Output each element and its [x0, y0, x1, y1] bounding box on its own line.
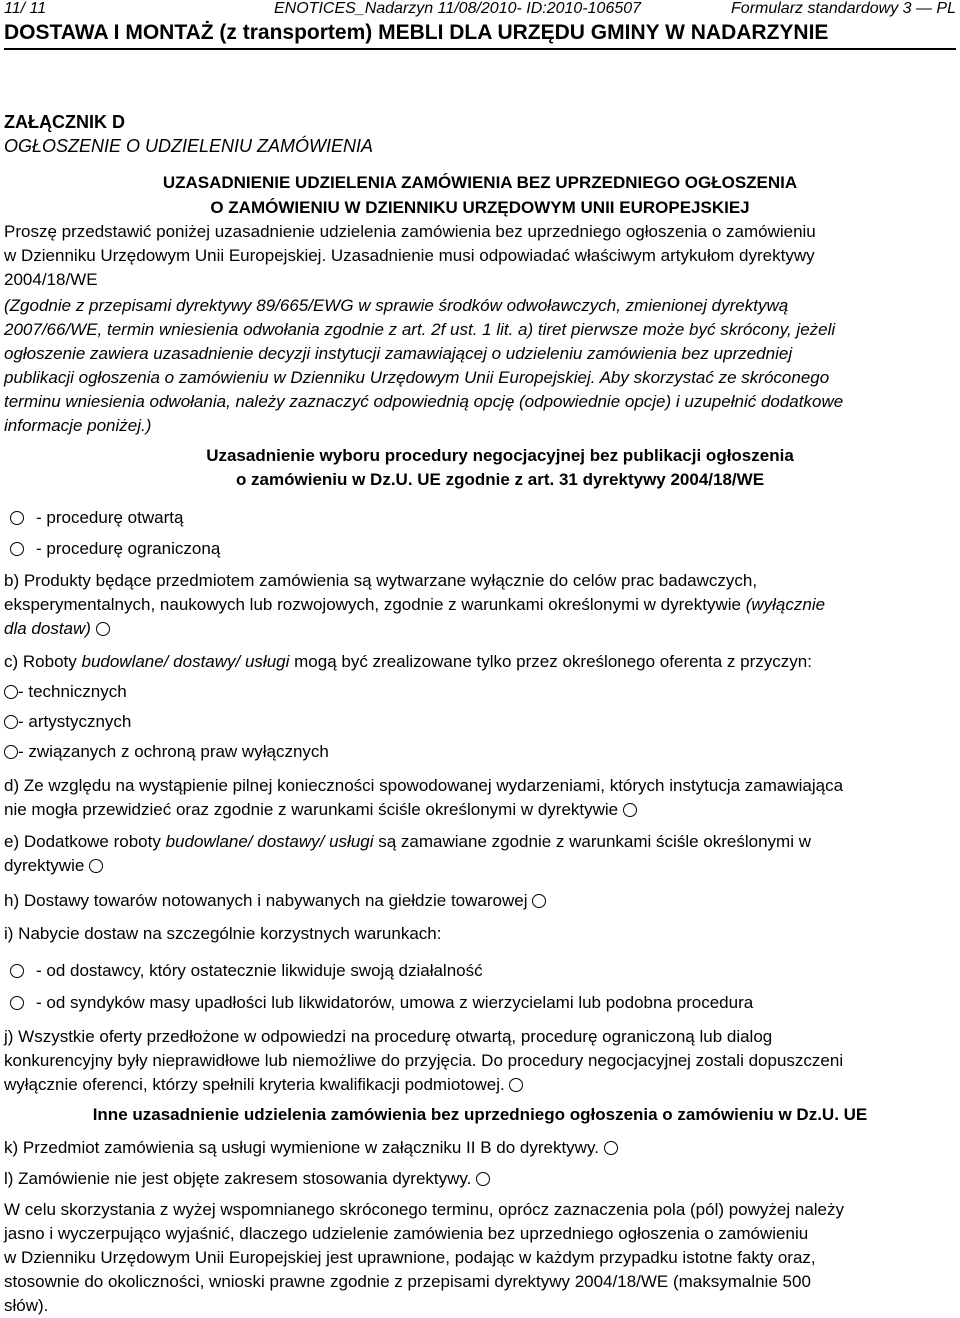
radio-icon[interactable]: [10, 511, 24, 525]
option-restricted-procedure[interactable]: [10, 537, 220, 561]
intro-line: Proszę przedstawić poniżej uzasadnienie udzielenia zamówienia bez uprzedniego ogłoszenia o zamówieniu: [4, 222, 816, 241]
option-label: - procedurę otwartą: [36, 508, 184, 527]
annex-subtitle: OGŁOSZENIE O UDZIELENIU ZAMÓWIENIA: [4, 136, 374, 156]
option-label: - technicznych: [18, 682, 127, 701]
note-line: informacje poniżej.): [4, 416, 152, 435]
section-heading-line2: O ZAMÓWIENIU W DZIENNIKU URZĘDOWYM UNII EUROPEJSKIEJ: [210, 198, 750, 217]
intro-paragraph: [4, 220, 954, 292]
item-i-text: i) Nabycie dostaw na szczególnie korzystnych warunkach:: [4, 924, 442, 943]
annex-label: ZAŁĄCZNIK D: [4, 112, 125, 132]
section-heading: [0, 170, 960, 220]
item-j-line: wyłącznie oferenci, którzy spełnili kryteria kwalifikacji podmiotowej.: [4, 1075, 505, 1094]
option-label: - związanych z ochroną praw wyłącznych: [18, 742, 329, 761]
item-b-line: b) Produkty będące przedmiotem zamówienia są wytwarzane wyłącznie do celów prac badawczych,: [4, 571, 758, 590]
item-j-line: j) Wszystkie oferty przedłożone w odpowiedzi na procedurę otwartą, procedurę ograniczoną lub dialog: [4, 1027, 773, 1046]
note-line: 2007/66/WE, termin wniesienia odwołania zgodnie z art. 2f ust. 1 lit. a) tiret pierwsze może być skrócony, jeżeli: [4, 320, 836, 339]
radio-icon[interactable]: [10, 964, 24, 978]
radio-icon[interactable]: [532, 894, 546, 908]
intro-line: 2004/18/WE: [4, 270, 98, 289]
closing-line: stosownie do okoliczności, wnioski prawne zgodnie z przepisami dyrektywy 2004/18/WE (maksymalnie 500: [4, 1272, 811, 1291]
note-line: (Zgodnie z przepisami dyrektywy 89/665/EWG w sprawie środków odwoławczych, zmienionej dyrektywą: [4, 296, 789, 315]
closing-line: w Dzienniku Urzędowym Unii Europejskiej jest uprawnione, podając w każdym przypadku istotne fakty oraz,: [4, 1248, 816, 1267]
radio-icon[interactable]: [4, 745, 18, 759]
form-type: Formularz standardowy 3 — PL: [731, 0, 956, 17]
item-e-text: są zamawiane zgodnie z warunkami ściśle określonymi w: [373, 832, 811, 851]
option-artistic[interactable]: [4, 710, 954, 734]
negotiated-heading: [150, 444, 850, 492]
radio-icon[interactable]: [4, 685, 18, 699]
item-c: [4, 650, 954, 674]
option-exclusive-rights[interactable]: [4, 740, 954, 764]
item-b-italic: dla dostaw): [4, 619, 91, 638]
radio-icon[interactable]: [10, 996, 24, 1010]
annex-block: [4, 110, 373, 158]
option-bankruptcy-receivers[interactable]: [10, 991, 753, 1015]
option-technical[interactable]: [4, 680, 954, 704]
item-e-italic: budowlane/ dostawy/ usługi: [165, 832, 374, 851]
closing-line: W celu skorzystania z wyżej wspomnianego skróconego terminu, oprócz zaznaczenia pola (pól) powyżej należy: [4, 1200, 845, 1219]
radio-icon[interactable]: [509, 1078, 523, 1092]
radio-icon[interactable]: [89, 859, 103, 873]
item-b-line: eksperymentalnych, naukowych lub rozwojowych, zgodnie z warunkami określonymi w dyrektywie: [4, 595, 746, 614]
item-d: [4, 774, 954, 822]
radio-icon[interactable]: [10, 542, 24, 556]
item-j: [4, 1025, 954, 1097]
negotiated-heading-line1: Uzasadnienie wyboru procedury negocjacyjnej bez publikacji ogłoszenia: [206, 446, 794, 465]
item-h: [4, 889, 954, 913]
item-b: [4, 569, 954, 641]
item-l: [4, 1167, 954, 1191]
note-line: ogłoszenie zawiera uzasadnienie decyzji instytucji zamawiającej o udzieleniu zamówienia bez uprzedniej: [4, 344, 793, 363]
radio-icon[interactable]: [623, 803, 637, 817]
item-h-text: h) Dostawy towarów notowanych i nabywanych na giełdzie towarowej: [4, 891, 528, 910]
item-k: [4, 1136, 954, 1160]
item-c-italic: budowlane/ dostawy/ usługi: [81, 652, 290, 671]
closing-paragraph: [4, 1198, 954, 1318]
option-open-procedure[interactable]: [10, 506, 183, 530]
document-title: DOSTAWA I MONTAŻ (z transportem) MEBLI DLA URZĘDU GMINY W NADARZYNIE: [4, 20, 956, 50]
page-header: [4, 0, 956, 18]
radio-icon[interactable]: [604, 1141, 618, 1155]
legal-note: [4, 294, 954, 438]
option-liquidating-supplier[interactable]: [10, 959, 483, 983]
radio-icon[interactable]: [96, 622, 110, 636]
item-c-text: mogą być zrealizowane tylko przez określonego oferenta z przyczyn:: [289, 652, 812, 671]
item-d-line: nie mogła przewidzieć oraz zgodnie z warunkami ściśle określonymi w dyrektywie: [4, 800, 619, 819]
intro-line: w Dzienniku Urzędowym Unii Europejskiej. Uzasadnienie musi odpowiadać właściwym artykułom dyrektywy: [4, 246, 815, 265]
item-e-text: dyrektywie: [4, 856, 85, 875]
item-k-text: k) Przedmiot zamówienia są usługi wymienione w załączniku II B do dyrektywy.: [4, 1138, 599, 1157]
radio-icon[interactable]: [4, 715, 18, 729]
option-label: - artystycznych: [18, 712, 132, 731]
page-number: 11/ 11: [4, 0, 47, 17]
item-b-italic: (wyłącznie: [745, 595, 826, 614]
section-heading-line1: UZASADNIENIE UDZIELENIA ZAMÓWIENIA BEZ UPRZEDNIEGO OGŁOSZENIA: [162, 173, 798, 192]
other-justification-heading: Inne uzasadnienie udzielenia zamówienia bez uprzedniego ogłoszenia o zamówieniu w Dz.U. UE: [92, 1105, 868, 1124]
item-i: [4, 922, 954, 946]
item-l-text: l) Zamówienie nie jest objęte zakresem stosowania dyrektywy.: [4, 1169, 472, 1188]
item-d-line: d) Ze względu na wystąpienie pilnej konieczności spowodowanej wydarzeniami, których instytucja zamawiająca: [4, 776, 844, 795]
note-line: terminu wniesienia odwołania, należy zaznaczyć odpowiednią opcję (odpowiednie opcje) i uzupełnić dodatkowe: [4, 392, 844, 411]
item-c-text: c) Roboty: [4, 652, 82, 671]
notice-id: ENOTICES_Nadarzyn 11/08/2010- ID:2010-106507: [274, 0, 642, 17]
option-label: - od syndyków masy upadłości lub likwidatorów, umowa z wierzycielami lub podobna procedura: [36, 993, 754, 1012]
item-j-line: konkurencyjny były nieprawidłowe lub niemożliwe do przyjęcia. Do procedury negocjacyjnej zostali dopuszczeni: [4, 1051, 844, 1070]
item-e: [4, 830, 954, 878]
note-line: publikacji ogłoszenia o zamówieniu w Dzienniku Urzędowym Unii Europejskiej. Aby skorzystać ze skróconego: [4, 368, 830, 387]
closing-line: słów).: [4, 1296, 49, 1315]
closing-line: jasno i wyczerpująco wyjaśnić, dlaczego udzielenie zamówienia bez uprzedniego ogłoszenia o zamówieniu: [4, 1224, 809, 1243]
radio-icon[interactable]: [476, 1172, 490, 1186]
option-label: - od dostawcy, który ostatecznie likwiduje swoją działalność: [36, 961, 483, 980]
negotiated-heading-line2: o zamówieniu w Dz.U. UE zgodnie z art. 31 dyrektywy 2004/18/WE: [235, 470, 765, 489]
item-e-text: e) Dodatkowe roboty: [4, 832, 166, 851]
option-label: - procedurę ograniczoną: [36, 539, 221, 558]
